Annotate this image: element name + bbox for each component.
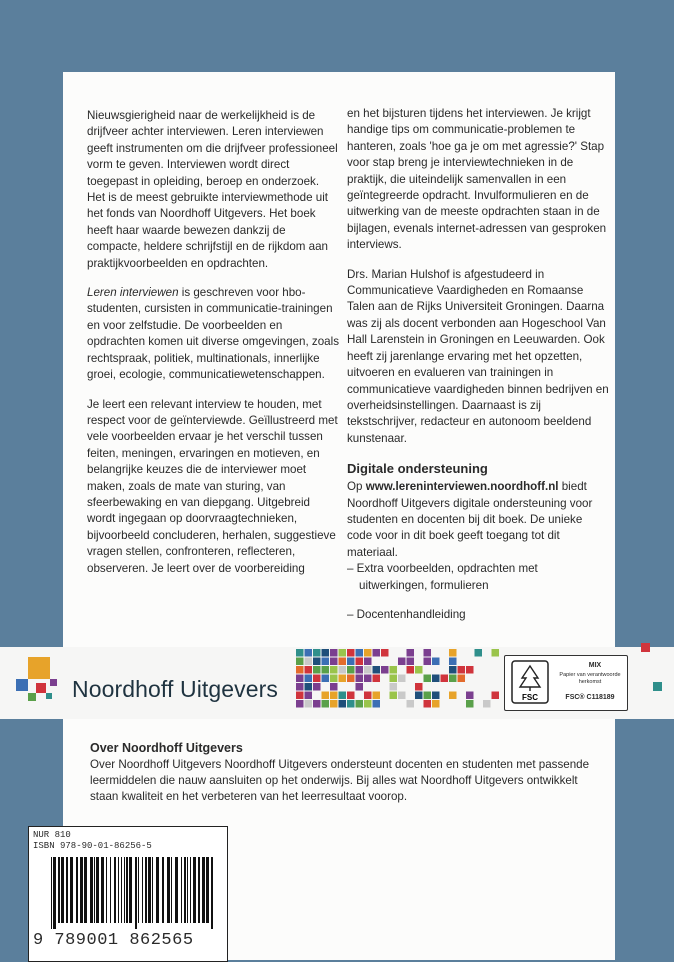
mosaic-tile	[313, 675, 321, 683]
mosaic-tile	[330, 675, 338, 683]
barcode-bar	[118, 857, 119, 923]
mosaic-tile	[364, 700, 372, 708]
barcode-bar	[138, 857, 139, 923]
barcode-bar	[211, 857, 213, 929]
mosaic-tile	[432, 658, 440, 666]
barcode-bar	[96, 857, 99, 923]
mosaic-tile	[432, 675, 440, 683]
barcode-bar	[135, 857, 137, 929]
barcode-bar	[61, 857, 64, 923]
book-title-inline: Leren interviewen	[87, 286, 179, 300]
barcode-bar	[175, 857, 178, 923]
barcode-bar	[101, 857, 104, 923]
mosaic-tile	[305, 649, 313, 657]
barcode-bar	[181, 857, 182, 923]
back-cover-text-panel	[63, 72, 615, 650]
mosaic-tile	[381, 666, 389, 674]
barcode-bar	[90, 857, 93, 923]
barcode-bar	[94, 857, 95, 923]
barcode-bar	[148, 857, 151, 923]
mosaic-tile	[407, 700, 415, 708]
noordhoff-logo-icon	[16, 657, 64, 705]
mosaic-tile	[398, 658, 406, 666]
mosaic-tile	[407, 666, 415, 674]
barcode-bar	[53, 857, 56, 929]
barcode-bar	[126, 857, 128, 923]
mosaic-tile	[330, 683, 338, 691]
barcode-digits: 9 789001 862565	[33, 931, 194, 950]
barcode-bar	[84, 857, 87, 923]
mosaic-tile	[330, 658, 338, 666]
barcode-bar	[202, 857, 205, 923]
mosaic-tile	[364, 649, 372, 657]
fsc-description: Papier van verantwoorde herkomst	[559, 672, 621, 685]
mosaic-tile	[296, 658, 304, 666]
mosaic-tile	[305, 683, 313, 691]
isbn-barcode	[49, 857, 221, 929]
digital-pre: Op	[347, 480, 366, 494]
mosaic-tile	[356, 675, 364, 683]
barcode-bar	[142, 857, 143, 923]
digital-post: biedt Noordhoff Uitgevers digitale ondersteuning voor studenten en docenten bij dit boek. De unieke code voor in dit boek geeft toegang tot dit materiaal.	[347, 480, 593, 559]
mosaic-tile	[458, 666, 466, 674]
barcode-bar	[129, 857, 132, 923]
mosaic-tile	[449, 666, 457, 674]
nur-code: NUR 810	[33, 830, 71, 840]
barcode-bar	[145, 857, 147, 923]
mosaic-tile	[313, 666, 321, 674]
mosaic-tile	[364, 666, 372, 674]
barcode-bar	[121, 857, 122, 923]
mosaic-tile	[432, 692, 440, 700]
mosaic-tile	[339, 666, 347, 674]
mosaic-tile	[296, 692, 304, 700]
mosaic-tile	[339, 675, 347, 683]
about-heading: Over Noordhoff Uitgevers	[90, 741, 243, 755]
mosaic-tile	[466, 700, 474, 708]
mosaic-tile	[330, 692, 338, 700]
digital-support-heading: Digitale ondersteuning	[347, 461, 488, 477]
mosaic-tile	[424, 658, 432, 666]
mosaic-tile	[424, 675, 432, 683]
support-website-link[interactable]: www.lereninterviewen.noordhoff.nl	[365, 480, 559, 494]
mosaic-tile	[415, 666, 423, 674]
mosaic-tile	[415, 683, 423, 691]
mosaic-tile	[492, 649, 500, 657]
mosaic-tile	[466, 692, 474, 700]
barcode-bar	[152, 857, 153, 923]
mosaic-tile	[296, 666, 304, 674]
decor-square	[641, 643, 650, 652]
barcode-bar	[171, 857, 172, 923]
mosaic-tile	[373, 666, 381, 674]
isbn-code: ISBN 978-90-01-86256-5	[33, 841, 152, 851]
mosaic-tile	[356, 658, 364, 666]
mosaic-tile	[296, 675, 304, 683]
fsc-certification-label	[504, 655, 628, 711]
mosaic-tile	[356, 683, 364, 691]
mosaic-tile	[373, 675, 381, 683]
fsc-tree-icon	[511, 660, 549, 704]
mosaic-tile	[305, 675, 313, 683]
support-list-item: – Docentenhandleiding	[347, 607, 466, 621]
mosaic-tile	[424, 700, 432, 708]
barcode-bar	[110, 857, 111, 923]
fsc-logo-text: FSC	[522, 693, 538, 702]
mosaic-tile	[398, 675, 406, 683]
barcode-bar	[70, 857, 73, 923]
mosaic-tile	[339, 649, 347, 657]
mosaic-tile	[322, 692, 330, 700]
mosaic-tile	[322, 658, 330, 666]
audience-text: is geschreven voor hbo-studenten, cursisten in communicatie-trainingen en voor zelfstudie. De voorbeelden en opdrachten komen uit diverse omgevingen, zoals rechtspraak, politiek, multinationals, innerlijke groei, ecologie, communicatiewetenschappen.	[87, 286, 339, 382]
mosaic-tile	[381, 649, 389, 657]
mosaic-tile	[339, 692, 347, 700]
mosaic-tile	[432, 700, 440, 708]
mosaic-tile	[330, 666, 338, 674]
mosaic-tile	[305, 692, 313, 700]
mosaic-tile	[356, 666, 364, 674]
mosaic-tile	[305, 666, 313, 674]
mosaic-tile	[313, 700, 321, 708]
mosaic-tile	[347, 666, 355, 674]
mosaic-tile	[475, 649, 483, 657]
barcode-label	[28, 826, 228, 962]
mosaic-tile	[305, 700, 313, 708]
mosaic-tile	[407, 658, 415, 666]
mosaic-tile	[364, 658, 372, 666]
fsc-license-code: FSC® C118189	[565, 694, 615, 701]
fsc-mix-label: MIX	[588, 662, 602, 669]
mosaic-tile	[356, 649, 364, 657]
mosaic-tile	[390, 683, 398, 691]
mosaic-tile	[322, 666, 330, 674]
intro-paragraph: Nieuwsgierigheid naar de werkelijkheid is de drijfveer achter interviewen. Leren interviewen geeft instrumenten om die drijfveer professioneel vorm te geven. Interviewen wordt direct toegepast in opleiding, beroep en onderzoek. Het is de meest gebruikte interviewmethode uit het fonds van Noordhoff Uitgevers. Het boek heeft haar waarde bewezen dankzij de compacte, heldere schrijfstijl en de rijkdom aan praktijkvoorbeelden en opdrachten.	[87, 109, 338, 270]
mosaic-tile	[313, 683, 321, 691]
barcode-bar	[58, 857, 60, 923]
barcode-bar	[76, 857, 78, 923]
mosaic-tile	[296, 649, 304, 657]
mosaic-tile	[449, 675, 457, 683]
continuation-paragraph: en het bijsturen tijdens het interviewen. Je krijgt handige tips om communicatie-problemen te hanteren, zoals 'hoe ga je om met agressie?' Stap voor stap breng je interviewtechnieken in de praktijk, die uiteindelijk samenvallen in een geïntegreerde opdracht. Invulformulieren en de uitwerking van de meeste opdrachten staan in de bijlagen, evenals internet-adressen van gesproken interviews.	[347, 107, 607, 252]
mosaic-tile	[458, 675, 466, 683]
mosaic-tile	[407, 649, 415, 657]
barcode-bar	[114, 857, 116, 923]
about-text: Over Noordhoff Uitgevers Noordhoff Uitgevers ondersteunt docenten en studenten met passende leermiddelen die nauw aansluiten op het onderwijs. Bij alles wat Noordhoff Uitgevers ontwikkelt staan kwaliteit en het verbeteren van het leerresultaat voorop.	[90, 758, 590, 804]
mosaic-tile	[313, 658, 321, 666]
mosaic-tile	[313, 649, 321, 657]
mosaic-tile	[347, 658, 355, 666]
barcode-bar	[193, 857, 196, 923]
barcode-bar	[184, 857, 186, 923]
right-text-column	[347, 106, 609, 636]
mosaic-tile	[356, 700, 364, 708]
mosaic-tile	[364, 675, 372, 683]
barcode-bar	[80, 857, 83, 923]
mosaic-tile	[322, 675, 330, 683]
barcode-bar	[187, 857, 188, 923]
mosaic-tile	[339, 700, 347, 708]
mosaic-tile	[449, 658, 457, 666]
audience-paragraph	[87, 285, 339, 383]
barcode-bar	[190, 857, 191, 923]
mosaic-tile	[390, 692, 398, 700]
mosaic-tile	[296, 683, 304, 691]
mosaic-tile	[373, 700, 381, 708]
mosaic-tile	[322, 700, 330, 708]
mosaic-tile	[373, 649, 381, 657]
barcode-bar	[156, 857, 159, 923]
mosaic-tile	[330, 649, 338, 657]
mosaic-tile	[466, 666, 474, 674]
author-paragraph: Drs. Marian Hulshof is afgestudeerd in Communicatieve Vaardigheden en Romaanse Talen aan de Rijks Universiteit Groningen. Daarna was zij als docent verbonden aan Hogeschool Van Hall Larenstein in Groningen en Leeuwarden. Ook heeft zij jarenlange ervaring met het opzetten, uitvoeren en evalueren van trainingen in communicatieve vaardigheden binnen bedrijven en overheidsinstellingen. Daarnaast is zij tekstschrijver, redacteur en autonoom beeldend kunstenaar.	[347, 267, 609, 445]
mosaic-tile	[390, 666, 398, 674]
mosaic-tile	[347, 675, 355, 683]
mosaic-tile	[390, 675, 398, 683]
mosaic-tile	[347, 692, 355, 700]
mosaic-tile	[296, 700, 304, 708]
mosaic-tile	[424, 649, 432, 657]
mosaic-tile	[441, 675, 449, 683]
mosaic-tile	[347, 649, 355, 657]
mosaic-tile	[364, 692, 372, 700]
mosaic-tile	[449, 649, 457, 657]
barcode-bar	[198, 857, 200, 923]
support-list-item: – Extra voorbeelden, opdrachten met uitwerkingen, formulieren	[347, 562, 538, 592]
barcode-bar	[106, 857, 107, 923]
mosaic-tile	[483, 700, 491, 708]
mosaic-tile	[330, 700, 338, 708]
mosaic-tile	[492, 692, 500, 700]
barcode-bar	[66, 857, 68, 923]
color-mosaic-pattern	[296, 645, 500, 711]
barcode-bar	[167, 857, 170, 923]
mosaic-tile	[322, 649, 330, 657]
mosaic-tile	[449, 692, 457, 700]
barcode-bar	[162, 857, 164, 923]
mosaic-tile	[305, 658, 313, 666]
barcode-bar	[206, 857, 209, 923]
left-text-column	[87, 108, 339, 590]
publisher-name: Noordhoff Uitgevers	[72, 676, 279, 702]
barcode-bar	[51, 857, 52, 929]
mosaic-tile	[347, 700, 355, 708]
mosaic-tile	[339, 658, 347, 666]
mosaic-tile	[398, 692, 406, 700]
mosaic-tile	[415, 692, 423, 700]
decor-square	[653, 682, 662, 691]
mosaic-tile	[373, 692, 381, 700]
barcode-bar	[124, 857, 125, 923]
mosaic-tile	[424, 692, 432, 700]
content-paragraph: Je leert een relevant interview te houden, met respect voor de geïnterviewde. Geïllustreerd met vele voorbeelden ervaar je het verschil tussen feiten, meningen, ervaringen en motieven, en belangrijke keuzes die de interviewer moet maken, zoals de mate van sturing, van sfeerbewaking en van diepgang. Uitgebreid wordt ingegaan op doorvraagtechnieken, bijvoorbeeld concluderen, herhalen, suggestieve vragen stellen, confronteren, reflecteren, observeren. Je leert over de voorbereiding	[87, 397, 338, 575]
digital-support-paragraph	[347, 479, 609, 561]
